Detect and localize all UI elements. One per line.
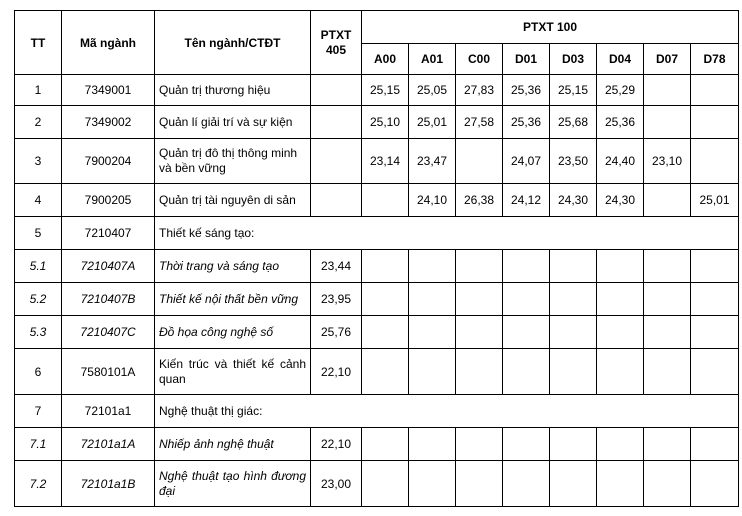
cell-score-d03: 25,68 xyxy=(550,106,597,139)
cell-ptxt405: 22,10 xyxy=(311,349,362,395)
table-row xyxy=(15,316,739,349)
cell-score-d03 xyxy=(550,428,597,461)
cell-score-d04 xyxy=(597,349,644,395)
cell-score-a00 xyxy=(362,316,409,349)
cell-ma-nganh: 72101a1 xyxy=(62,395,155,428)
cell-score-a00 xyxy=(362,184,409,217)
cell-tt: 5.3 xyxy=(15,316,62,349)
cell-score-d03 xyxy=(550,283,597,316)
cell-ptxt405: 25,76 xyxy=(311,316,362,349)
cell-score-d04 xyxy=(597,283,644,316)
table-row xyxy=(15,75,739,106)
cell-score-c00: 27,83 xyxy=(456,75,503,106)
cell-ptxt405: 23,95 xyxy=(311,283,362,316)
cell-score-c00 xyxy=(456,316,503,349)
table-row xyxy=(15,283,739,316)
cell-score-d04: 24,30 xyxy=(597,184,644,217)
cell-score-d04 xyxy=(597,461,644,507)
cell-score-c00 xyxy=(456,283,503,316)
header-combo-a01: A01 xyxy=(409,44,456,75)
cell-score-d78 xyxy=(691,461,739,507)
cell-score-c00: 27,58 xyxy=(456,106,503,139)
cell-score-d78 xyxy=(691,428,739,461)
cell-score-a01: 25,05 xyxy=(409,75,456,106)
cell-ten-nganh: Quản trị đô thị thông minh và bền vững xyxy=(155,139,311,184)
table-row xyxy=(15,139,739,184)
cell-ptxt405 xyxy=(311,184,362,217)
cell-ten-nganh: Nhiếp ảnh nghệ thuật xyxy=(155,428,311,461)
cell-ptxt405: 23,44 xyxy=(311,250,362,283)
cell-score-d78 xyxy=(691,349,739,395)
table-row xyxy=(15,428,739,461)
cell-score-d07 xyxy=(644,316,691,349)
cell-ma-nganh: 7900204 xyxy=(62,139,155,184)
cell-score-c00: 26,38 xyxy=(456,184,503,217)
cell-score-a00 xyxy=(362,283,409,316)
cell-ten-nganh-group: Nghệ thuật thị giác: xyxy=(155,395,739,428)
header-combo-d78: D78 xyxy=(691,44,739,75)
cell-score-d01 xyxy=(503,428,550,461)
cell-score-d04: 25,29 xyxy=(597,75,644,106)
cell-ma-nganh: 7210407A xyxy=(62,250,155,283)
cell-score-d01 xyxy=(503,316,550,349)
table-row xyxy=(15,184,739,217)
header-combo-c00: C00 xyxy=(456,44,503,75)
cell-score-a01: 23,47 xyxy=(409,139,456,184)
cell-ten-nganh: Thời trang và sáng tạo xyxy=(155,250,311,283)
cell-score-d04: 24,40 xyxy=(597,139,644,184)
cell-ma-nganh: 7210407B xyxy=(62,283,155,316)
cell-score-d78 xyxy=(691,106,739,139)
cell-ptxt405: 22,10 xyxy=(311,428,362,461)
cell-tt: 5.1 xyxy=(15,250,62,283)
header-combo-d07: D07 xyxy=(644,44,691,75)
cell-tt: 6 xyxy=(15,349,62,395)
cell-score-d07 xyxy=(644,428,691,461)
cell-score-d01: 25,36 xyxy=(503,75,550,106)
cell-score-a00: 25,10 xyxy=(362,106,409,139)
cell-score-d78 xyxy=(691,75,739,106)
cell-tt: 7 xyxy=(15,395,62,428)
header-combo-d04: D04 xyxy=(597,44,644,75)
cell-ma-nganh: 7210407 xyxy=(62,217,155,250)
cell-score-d01: 24,12 xyxy=(503,184,550,217)
header-ptxt405: PTXT 405 xyxy=(311,11,362,75)
cell-score-d01 xyxy=(503,283,550,316)
cell-ptxt405 xyxy=(311,75,362,106)
cell-score-d03 xyxy=(550,316,597,349)
cell-tt: 5.2 xyxy=(15,283,62,316)
cell-score-d78 xyxy=(691,139,739,184)
cell-ma-nganh: 7900205 xyxy=(62,184,155,217)
cell-score-d07: 23,10 xyxy=(644,139,691,184)
cell-score-d01: 24,07 xyxy=(503,139,550,184)
table-row xyxy=(15,217,739,250)
cell-ma-nganh: 72101a1A xyxy=(62,428,155,461)
cell-score-d07 xyxy=(644,461,691,507)
cell-score-c00 xyxy=(456,349,503,395)
cell-score-d01 xyxy=(503,349,550,395)
cell-score-d78: 25,01 xyxy=(691,184,739,217)
cell-score-a01 xyxy=(409,461,456,507)
cell-score-a01 xyxy=(409,283,456,316)
cell-score-a01 xyxy=(409,316,456,349)
cell-score-c00 xyxy=(456,461,503,507)
cell-score-d03 xyxy=(550,461,597,507)
cell-score-d03 xyxy=(550,349,597,395)
cell-score-a01 xyxy=(409,428,456,461)
cell-score-d01 xyxy=(503,461,550,507)
cell-ten-nganh: Nghệ thuật tạo hình đương đại xyxy=(155,461,311,507)
cell-ten-nganh: Đồ họa công nghệ số xyxy=(155,316,311,349)
table-row xyxy=(15,250,739,283)
cell-score-d78 xyxy=(691,316,739,349)
cell-score-d07 xyxy=(644,184,691,217)
cell-score-d07 xyxy=(644,250,691,283)
cell-score-d04 xyxy=(597,428,644,461)
cell-tt: 2 xyxy=(15,106,62,139)
header-tt: TT xyxy=(15,11,62,75)
cell-score-d07 xyxy=(644,349,691,395)
table-row xyxy=(15,349,739,395)
admission-score-table xyxy=(14,10,739,507)
header-ten-nganh: Tên ngành/CTĐT xyxy=(155,11,311,75)
cell-tt: 1 xyxy=(15,75,62,106)
cell-ma-nganh: 7349002 xyxy=(62,106,155,139)
cell-score-c00 xyxy=(456,139,503,184)
cell-ten-nganh: Kiến trúc và thiết kế cảnh quan xyxy=(155,349,311,395)
header-ma-nganh: Mã ngành xyxy=(62,11,155,75)
cell-score-a01: 24,10 xyxy=(409,184,456,217)
cell-score-c00 xyxy=(456,250,503,283)
cell-ten-nganh: Quản trị tài nguyên di sản xyxy=(155,184,311,217)
header-combo-a00: A00 xyxy=(362,44,409,75)
cell-score-a00 xyxy=(362,250,409,283)
cell-ptxt405: 23,00 xyxy=(311,461,362,507)
cell-score-d04: 25,36 xyxy=(597,106,644,139)
cell-ma-nganh: 7210407C xyxy=(62,316,155,349)
cell-score-d07 xyxy=(644,75,691,106)
cell-ptxt405 xyxy=(311,139,362,184)
cell-ten-nganh: Thiết kế nội thất bền vững xyxy=(155,283,311,316)
cell-score-a01 xyxy=(409,349,456,395)
cell-score-a00: 23,14 xyxy=(362,139,409,184)
cell-tt: 7.1 xyxy=(15,428,62,461)
table-row xyxy=(15,395,739,428)
cell-ten-nganh: Quản lí giải trí và sự kiện xyxy=(155,106,311,139)
cell-score-a01: 25,01 xyxy=(409,106,456,139)
cell-ten-nganh-group: Thiết kế sáng tạo: xyxy=(155,217,739,250)
cell-score-a00 xyxy=(362,461,409,507)
header-combo-d03: D03 xyxy=(550,44,597,75)
cell-score-d04 xyxy=(597,250,644,283)
cell-score-d04 xyxy=(597,316,644,349)
cell-score-c00 xyxy=(456,428,503,461)
cell-tt: 7.2 xyxy=(15,461,62,507)
cell-score-a01 xyxy=(409,250,456,283)
cell-score-a00 xyxy=(362,349,409,395)
cell-score-d01 xyxy=(503,250,550,283)
cell-score-d03: 23,50 xyxy=(550,139,597,184)
cell-score-a00: 25,15 xyxy=(362,75,409,106)
cell-score-d03: 25,15 xyxy=(550,75,597,106)
cell-ma-nganh: 7349001 xyxy=(62,75,155,106)
cell-score-a00 xyxy=(362,428,409,461)
cell-score-d07 xyxy=(644,106,691,139)
cell-tt: 5 xyxy=(15,217,62,250)
header-combo-d01: D01 xyxy=(503,44,550,75)
table-row xyxy=(15,106,739,139)
table-row xyxy=(15,461,739,507)
cell-tt: 3 xyxy=(15,139,62,184)
cell-score-d03 xyxy=(550,250,597,283)
cell-score-d01: 25,36 xyxy=(503,106,550,139)
cell-score-d78 xyxy=(691,283,739,316)
cell-score-d07 xyxy=(644,283,691,316)
cell-ma-nganh: 72101a1B xyxy=(62,461,155,507)
cell-tt: 4 xyxy=(15,184,62,217)
header-ptxt100: PTXT 100 xyxy=(362,11,739,44)
cell-ma-nganh: 7580101A xyxy=(62,349,155,395)
cell-ten-nganh: Quản trị thương hiệu xyxy=(155,75,311,106)
cell-score-d03: 24,30 xyxy=(550,184,597,217)
cell-score-d78 xyxy=(691,250,739,283)
cell-ptxt405 xyxy=(311,106,362,139)
